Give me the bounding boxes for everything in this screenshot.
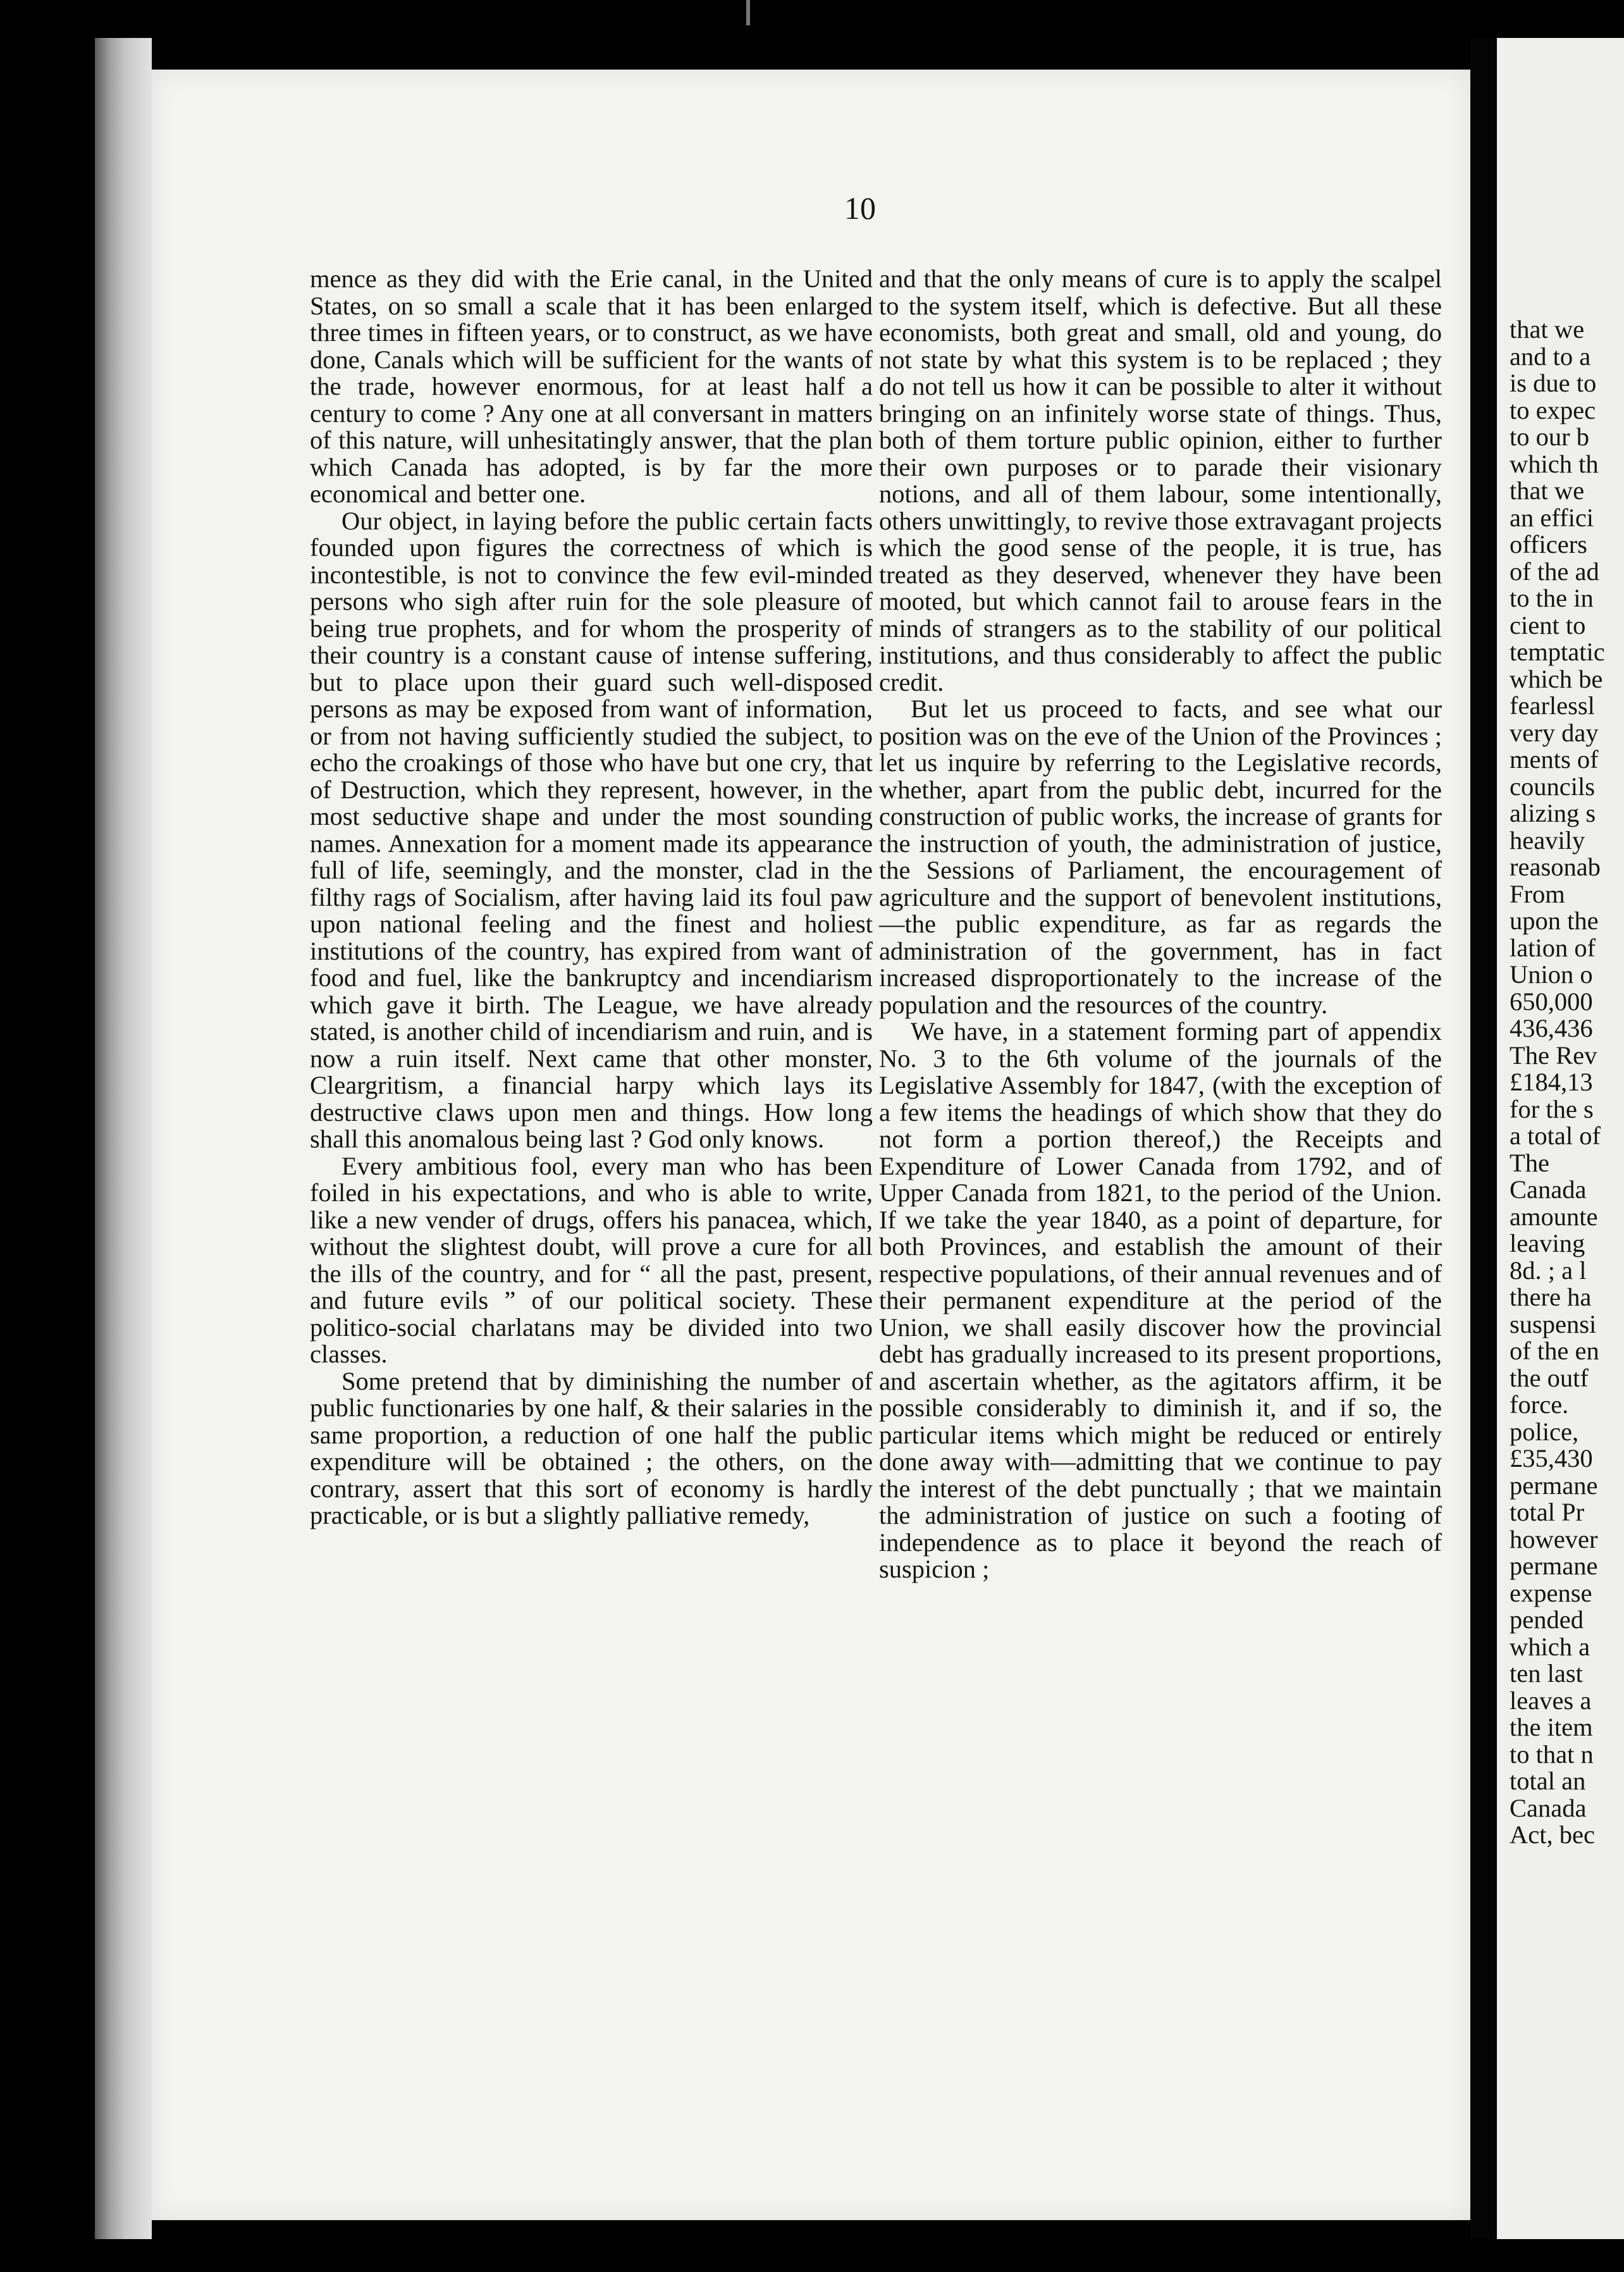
text-line-fragment: of the en	[1510, 1337, 1599, 1365]
text-line-fragment: for the s	[1510, 1094, 1594, 1123]
text-line-fragment: permane	[1510, 1471, 1598, 1500]
text-line-fragment: lation of	[1510, 933, 1596, 962]
page-gutter	[1470, 38, 1497, 2239]
text-line-fragment: to that n	[1510, 1739, 1594, 1769]
text-line-fragment: councils	[1510, 772, 1595, 801]
text-line-fragment: Union o	[1510, 960, 1593, 989]
text-line-fragment: temptatic	[1510, 638, 1605, 666]
text-line-fragment: to expec	[1510, 395, 1596, 424]
text-line-fragment: upon the	[1510, 906, 1599, 935]
text-line-fragment: £35,430	[1510, 1444, 1593, 1472]
text-line-fragment: that we	[1510, 315, 1585, 343]
text-line-fragment: Canada	[1510, 1793, 1587, 1822]
text-line-fragment: a total of	[1510, 1121, 1601, 1150]
next-page-fragment	[1497, 38, 1624, 2239]
text-line-fragment: very day	[1510, 718, 1599, 747]
text-line-fragment: which a	[1510, 1632, 1590, 1661]
text-line-fragment: ments of	[1510, 745, 1599, 774]
text-line-fragment: the outf	[1510, 1363, 1589, 1392]
text-line-fragment: 8d. ; a l	[1510, 1256, 1587, 1285]
text-line-fragment: there ha	[1510, 1283, 1592, 1311]
text-line-fragment: which th	[1510, 449, 1599, 478]
text-line-fragment: heavily	[1510, 825, 1585, 855]
text-line-fragment: 650,000	[1510, 987, 1593, 1016]
text-line-fragment: 436,436	[1510, 1014, 1593, 1042]
paragraph: Our object, in laying before the public certain facts founded upon figures the correctness of which is incontestible, is not to convince the few evil-minded persons who sigh after ruin for the sole pleasure of being true prophets, and for whom the prosperity of their country is a constant cause of intense suffering, but to place upon their guard such well-disposed persons as may be exposed from want of information, or from not having sufficiently studied the subject, to echo the croakings of those who have but one cry, that of Destruction, which they represent, however, in the most seductive shape and under the most sounding names. Annexation for a moment made its appearance full of life, seemingly, and the monster, clad in the filthy rags of Socialism, after having laid its foul paw upon national feeling and the finest and holiest institutions of the country, has expired from want of food and fuel, like the bankruptcy and incendiarism which gave it birth. The League, we have already stated, is another child of incendiarism and ruin, and is now a ruin itself. Next came that other monster, Cleargritism, a financial harpy which lays its destructive claws upon men and things. How long shall this anomalous being last ? God only knows.	[310, 506, 873, 1153]
middle-text-column	[879, 266, 1442, 1583]
text-line-fragment: From	[1510, 879, 1565, 908]
text-line-fragment: an effici	[1510, 503, 1594, 532]
text-line-fragment: fearlessl	[1510, 691, 1595, 720]
text-line-fragment: to our b	[1510, 423, 1589, 451]
text-line-fragment: expense	[1510, 1578, 1592, 1607]
right-text-column-fragment	[1510, 316, 1624, 1849]
text-line-fragment: suspensi	[1510, 1309, 1597, 1338]
left-text-column	[310, 266, 873, 1529]
paragraph: and that the only means of cure is to apply the scalpel to the system itself, which is defective. But all these economists, both great and small, old and young, do not state by what this system is to be replaced ; they do not tell us how it can be possible to alter it without bringing on an infinitely worse state of things. Thus, both of them torture public opinion, either to further their own purposes or to parade their visionary notions, and all of them labour, some intentionally, others unwittingly, to revive those extravagant projects which the good sense of the people, it is true, has treated as they deserved, whenever they have been mooted, but which cannot fail to arouse fears in the minds of strangers as to the stability of our political institutions, and thus considerably to affect the public credit.	[879, 264, 1442, 696]
text-line-fragment: alizing s	[1510, 799, 1596, 827]
text-line-fragment: leaves a	[1510, 1686, 1592, 1715]
paragraph: mence as they did with the Erie canal, in the United States, on so small a scale that it has been enlarged three times in fifteen years, or to construct, as we have done, Canals which will be sufficient for the wants of the trade, however enormous, for at least half a century to come ? Any one at all conversant in matters of this nature, will unhesitatingly answer, that the plan which Canada has adopted, is by far the more economical and better one.	[310, 264, 873, 508]
text-line-fragment: ten last	[1510, 1659, 1583, 1688]
text-line-fragment: and to a	[1510, 342, 1591, 371]
paragraph: Every ambitious fool, every man who has been foiled in his expectations, and who is able to write, like a new vender of drugs, offers his panacea, which, without the slightest doubt, will prove a cure for all the ills of the country, and for “ all the past, present, and future evils ” of our political society. These politico-social charlatans may be divided into two classes.	[310, 1151, 873, 1368]
text-line-fragment: cient to	[1510, 610, 1586, 639]
text-line-fragment: that we	[1510, 476, 1585, 505]
text-line-fragment: officers	[1510, 530, 1587, 559]
text-line-fragment: the item	[1510, 1713, 1593, 1741]
text-line-fragment: force.	[1510, 1390, 1569, 1419]
text-line-fragment: permane	[1510, 1552, 1598, 1580]
text-line-fragment: The Rev	[1510, 1040, 1597, 1070]
paragraph: But let us proceed to facts, and see what our position was on the eve of the Union of the Provinces ; let us inquire by referring to the Legislative records, whether, apart from the public debt, incurred for the construction of public works, the increase of grants for the instruction of youth, the administration of justice, the Sessions of Parliament, the encouragement of agriculture and the support of benevolent institutions,—the public expenditure, as far as regards the administration of the government, has in fact increased disproportionately to the increase of the population and the resources of the country.	[879, 695, 1442, 1019]
text-line-fragment: police,	[1510, 1417, 1579, 1446]
text-line-fragment: however	[1510, 1524, 1598, 1553]
text-line-fragment: £184,13	[1510, 1068, 1593, 1096]
text-line-fragment: Canada	[1510, 1175, 1587, 1204]
page-edge-shadow	[95, 38, 152, 2239]
text-line-fragment: amounte	[1510, 1202, 1598, 1231]
text-line-fragment: pended	[1510, 1605, 1584, 1634]
text-line-fragment: of the ad	[1510, 557, 1599, 586]
text-line-fragment: is due to	[1510, 369, 1597, 397]
text-line-fragment: which be	[1510, 664, 1603, 693]
page-number: 10	[844, 190, 876, 226]
text-line-fragment: total Pr	[1510, 1498, 1585, 1526]
text-line-fragment: leaving	[1510, 1229, 1585, 1257]
text-line-fragment: The	[1510, 1148, 1549, 1177]
text-line-fragment: reasonab	[1510, 853, 1601, 881]
text-line-fragment: to the in	[1510, 584, 1594, 612]
crop-mark	[746, 0, 750, 25]
paragraph: We have, in a statement forming part of appendix No. 3 to the 6th volume of the journals of the Legislative Assembly for 1847, (with the exception of a few items the headings of which show that they do not form a portion thereof,) the Receipts and Expenditure of Lower Canada from 1792, and of Upper Canada from 1821, to the period of the Union. If we take the year 1840, as a point of departure, for both Provinces, and establish the amount of their respective populations, of their annual revenues and of their permanent expenditure at the period of the Union, we shall easily discover how the provincial debt has gradually increased to its present proportions, and ascertain whether, as the agitators affirm, it be possible considerably to diminish it, and if so, the particular items which might be reduced or entirely done away with—admitting that we continue to pay the interest of the debt punctually ; that we maintain the administration of justice on such a footing of independence as to place it beyond the reach of suspicion ;	[879, 1017, 1442, 1583]
paragraph: Some pretend that by diminishing the number of public functionaries by one half, & their salaries in the same proportion, a reduction of one half the public expenditure will be obtained ; the others, on the contrary, assert that this sort of economy is hardly practicable, or is but a slightly palliative remedy,	[310, 1366, 873, 1529]
text-line-fragment: total an	[1510, 1767, 1586, 1795]
text-line-fragment: Act, bec	[1510, 1820, 1595, 1849]
